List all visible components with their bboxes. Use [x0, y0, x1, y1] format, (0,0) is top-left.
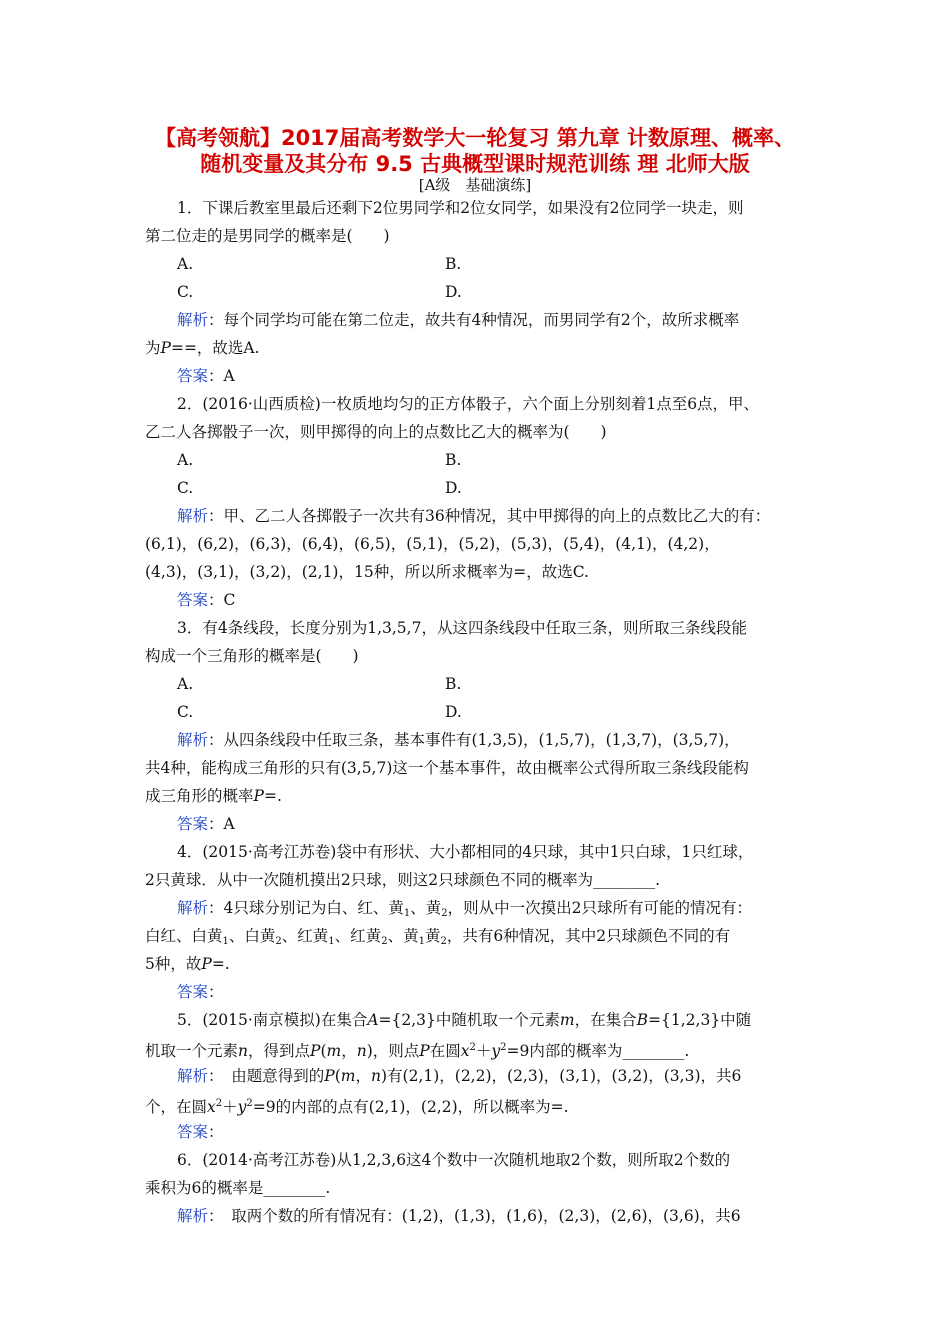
q3-solution-line-2: 共4种，能构成三角形的只有(3,5,7)这一个基本事件，故由概率公式得所取三条线段能构 [145, 759, 749, 777]
analysis-label: 解析 [177, 311, 209, 329]
q1-option-d: D. [445, 283, 462, 301]
answer-label: 答案 [177, 367, 209, 385]
q4-stem-line-1: 4．(2015·高考江苏卷)袋中有形状、大小都相同的4只球，其中1只白球，1只红球， [177, 843, 754, 861]
q5-solution-line-2: 个，在圆$x^2+y^2=9$的内部的点有(2,1)，(2,2)，所以概率为=. [145, 1098, 569, 1116]
analysis-label: 解析 [177, 1067, 209, 1085]
q1-answer: 答案：A [177, 367, 235, 385]
q6-stem-line-1: 6．(2014·高考江苏卷)从1,2,3,6这4个数中一次随机地取2个数，则所取2个数的 [177, 1151, 731, 1169]
q5-answer: 答案： [177, 1123, 224, 1141]
q5-stem-line-2: 机取一个元素n，得到点P(m，n)，则点P在圆$x^2+y^2=9$内部的概率为________. [145, 1042, 690, 1060]
q4-stem-line-2: 2只黄球．从中一次随机摸出2只球，则这2只球颜色不同的概率为________. [145, 871, 661, 889]
q2-option-b: B. [445, 451, 462, 469]
q3-solution-line-3: 成三角形的概率P=. [145, 787, 282, 805]
q2-option-a: A. [177, 451, 194, 469]
analysis-label: 解析 [177, 731, 209, 749]
q1-solution-line-2: 为P==，故选A. [145, 339, 260, 357]
q3-stem-line-1: 3．有4条线段，长度分别为1,3,5,7，从这四条线段中任取三条，则所取三条线段能 [177, 619, 747, 637]
q3-stem-line-2: 构成一个三角形的概率是( ) [145, 647, 359, 665]
q4-answer: 答案： [177, 983, 224, 1001]
q2-option-c: C. [177, 479, 194, 497]
q3-solution-line-1: 解析：从四条线段中任取三条，基本事件有(1,3,5)，(1,5,7)，(1,3,7)，(3,5,7)， [177, 731, 740, 749]
document-title-line-2: 随机变量及其分布 9.5 古典概型课时规范训练 理 北师大版 [200, 152, 750, 176]
q3-option-a: A. [177, 675, 194, 693]
q1-option-a: A. [177, 255, 194, 273]
q2-answer: 答案：C [177, 591, 236, 609]
answer-label: 答案 [177, 815, 209, 833]
q2-stem-line-2: 乙二人各掷骰子一次，则甲掷得的向上的点数比乙大的概率为( ) [145, 423, 607, 441]
q5-stem-line-1: 5．(2015·南京模拟)在集合A={2,3}中随机取一个元素m，在集合B={1,2,3}中随 [177, 1011, 752, 1029]
q4-solution-line-2: 白红、白黄$_1$、白黄$_2$、红黄$_1$、红黄$_2$、黄$_1$黄$_2$，共有6种情况，其中2只球颜色不同的有 [145, 927, 731, 947]
answer-label: 答案 [177, 983, 209, 1001]
q5-solution-line-1: 解析： 由题意得到的P(m，n)有(2,1)，(2,2)，(2,3)，(3,1)，(3,2)，(3,3)，共6 [177, 1067, 742, 1085]
q3-option-b: B. [445, 675, 462, 693]
q4-solution-line-1: 解析：4只球分别记为白、红、黄$_1$、黄$_2$，则从中一次摸出2只球所有可能的情况有： [177, 899, 753, 919]
q2-solution-line-2: (6,1)，(6,2)，(6,3)，(6,4)，(6,5)，(5,1)，(5,2)，(5,3)，(5,4)，(4,1)，(4,2)， [145, 535, 720, 553]
q3-option-d: D. [445, 703, 462, 721]
answer-label: 答案 [177, 1123, 209, 1141]
analysis-label: 解析 [177, 1207, 209, 1225]
document-title-line-1: 【高考领航】2017届高考数学大一轮复习 第九章 计数原理、概率、 [154, 126, 796, 150]
q6-stem-line-2: 乘积为6的概率是________. [145, 1179, 331, 1197]
q1-option-b: B. [445, 255, 462, 273]
section-heading: [A级 基础演练] [418, 176, 532, 194]
q1-stem-line-1: 1．下课后教室里最后还剩下2位男同学和2位女同学，如果没有2位同学一块走，则 [177, 199, 744, 217]
q3-option-c: C. [177, 703, 194, 721]
q2-option-d: D. [445, 479, 462, 497]
q1-solution-line-1: 解析：每个同学均可能在第二位走，故共有4种情况，而男同学有2个，故所求概率 [177, 311, 740, 329]
answer-label: 答案 [177, 591, 209, 609]
q2-solution-line-3: (4,3)，(3,1)，(3,2)，(2,1)，15种，所以所求概率为=，故选C. [145, 563, 589, 581]
q1-stem-line-2: 第二位走的是男同学的概率是( ) [145, 227, 390, 245]
q4-solution-line-3: 5种，故P=. [145, 955, 230, 973]
q6-solution-line-1: 解析： 取两个数的所有情况有：(1,2)，(1,3)，(1,6)，(2,3)，(2,6)，(3,6)，共6 [177, 1207, 741, 1225]
q3-answer: 答案：A [177, 815, 235, 833]
analysis-label: 解析 [177, 899, 209, 917]
q1-option-c: C. [177, 283, 194, 301]
q2-solution-line-1: 解析：甲、乙二人各掷骰子一次共有36种情况，其中甲掷得的向上的点数比乙大的有： [177, 507, 771, 525]
q2-stem-line-1: 2．(2016·山西质检)一枚质地均匀的正方体骰子，六个面上分别刻着1点至6点，甲、 [177, 395, 760, 413]
analysis-label: 解析 [177, 507, 209, 525]
